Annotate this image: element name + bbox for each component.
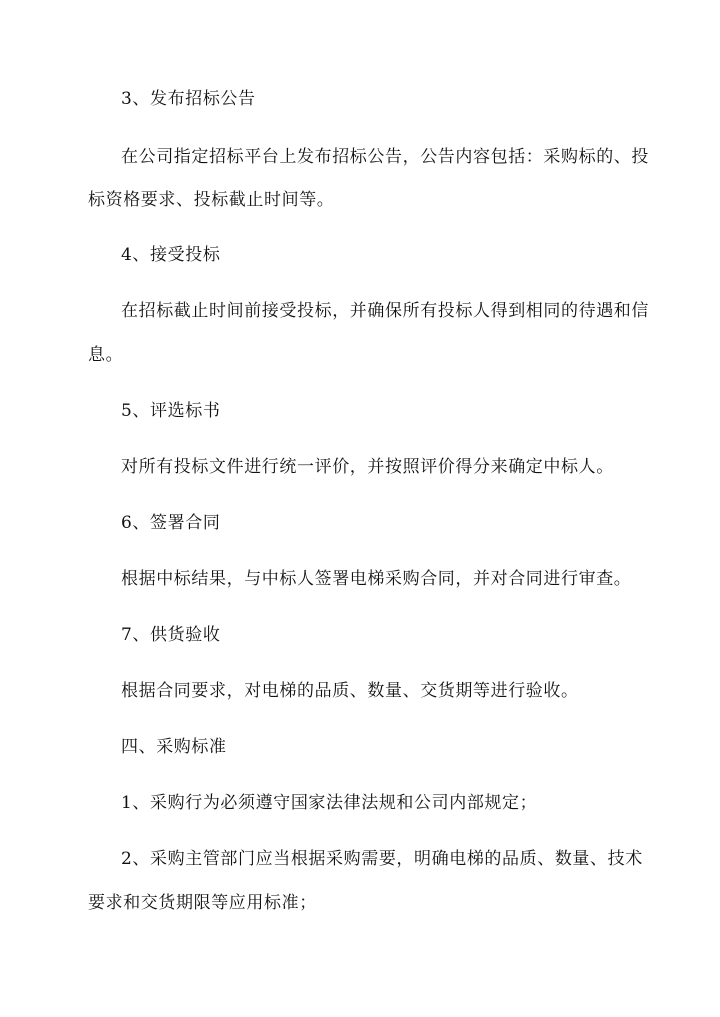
standard-item-2-line-1: 2、采购主管部门应当根据采购需要，明确电梯的品质、数量、技术	[121, 849, 643, 869]
paragraph-4-line-1: 在招标截止时间前接受投标，并确保所有投标人得到相同的待遇和信	[121, 301, 649, 321]
paragraph-6: 根据中标结果，与中标人签署电梯采购合同，并对合同进行审查。	[121, 569, 632, 589]
paragraph-3-line-1: 在公司指定招标平台上发布招标公告，公告内容包括：采购标的、投	[121, 147, 649, 167]
section-heading-5: 5、评选标书	[121, 401, 221, 421]
standard-item-1: 1、采购行为必须遵守国家法律法规和公司内部规定；	[121, 793, 538, 813]
section-heading-3: 3、发布招标公告	[121, 89, 256, 109]
section-heading-4: 4、接受投标	[121, 245, 221, 265]
section-heading-6: 6、签署合同	[121, 513, 221, 533]
section-heading-7: 7、供货验收	[121, 625, 221, 645]
paragraph-3-line-2: 标资格要求、投标截止时间等。	[88, 190, 335, 210]
paragraph-4-line-2: 息。	[88, 345, 124, 365]
section-heading-procurement-standards: 四、采购标准	[121, 737, 227, 757]
paragraph-5: 对所有投标文件进行统一评价，并按照评价得分来确定中标人。	[121, 457, 614, 477]
standard-item-2-line-2: 要求和交货期限等应用标准；	[88, 893, 317, 913]
paragraph-7: 根据合同要求，对电梯的品质、数量、交货期等进行验收。	[121, 681, 579, 701]
